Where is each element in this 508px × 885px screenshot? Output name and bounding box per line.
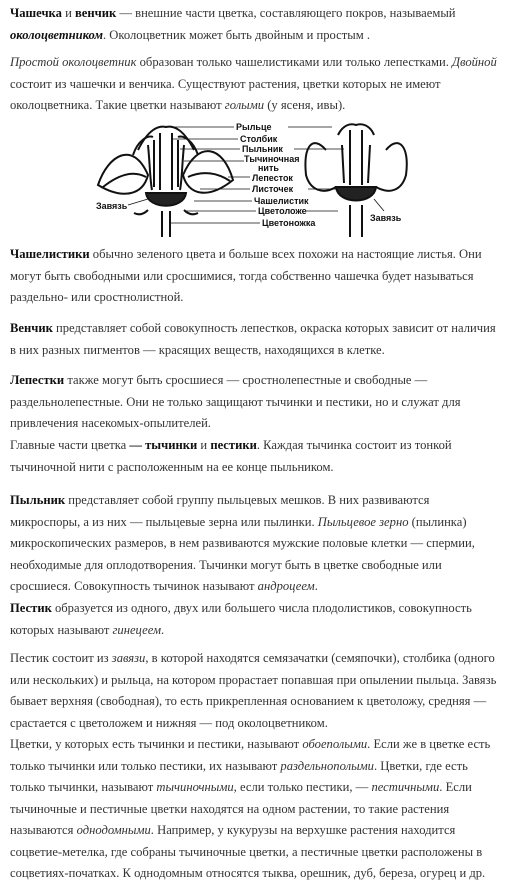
term-corolla-def: Венчик — [10, 321, 53, 335]
term-petals: Лепестки — [10, 373, 65, 387]
label-leaflet: Листочек — [252, 184, 294, 194]
text: . Например, у кукурузы на верхушке растения находится соцветие-метелка, где собраны тычиночные цветки, а пестичные цветки расположены в соцветиях-початках. К однодомным относятся тыква, орешник, дуб, береза, огурец и др. — [10, 823, 486, 880]
label-ovary-right: Завязь — [370, 213, 402, 223]
term-naked: голыми — [224, 98, 265, 112]
text: , если только пестики, — — [233, 780, 372, 794]
label-receptacle: Цветоложе — [258, 206, 307, 216]
paragraph-petals — [10, 370, 500, 435]
text: Пестик состоит из — [10, 651, 112, 665]
text: . — [314, 579, 318, 593]
term-monoecious: однодомными — [76, 823, 151, 837]
text: также могут быть сросшиеся — сростнолепестные и свободные — раздельнолепестные. Они не только защищают тычинки и пестики, но и служат для привлечения насекомых-опылителей. — [10, 373, 461, 430]
term-pistillate: пестичными — [371, 780, 440, 794]
text: (пылинка) микроскопических размеров, в нем развиваются мужские половые клетки — спермии, необходимые для оплодотворения. Тычинки могут быть в цветке свободные или сросшиеся. Совокупность тычинок называют — [10, 514, 475, 593]
term-gynoecium: гинецеем — [112, 622, 162, 637]
term-ovary: завязи — [111, 651, 146, 665]
text: образуется из одного, двух или большего числа плодолистиков, совокупность которых называют — [10, 601, 472, 637]
label-petal: Лепесток — [252, 173, 293, 183]
label-ovary-left: Завязь — [96, 201, 128, 211]
left-flower-drawing — [98, 127, 233, 237]
text: . Цветки, где есть только тычинки, называют — [10, 758, 468, 794]
flower-structure-diagram — [88, 115, 418, 237]
text: и — [61, 6, 75, 20]
text: представляет собой совокупность лепестков, окраска которых зависит от наличия в них разных пигментов — красящих веществ, находящихся в клетке. — [10, 321, 496, 357]
text: . Каждая тычинка состоит из тонкой тычиночной нити с расположенным на ее конце пыльником. — [10, 438, 452, 474]
label-stigma: Рыльце — [236, 122, 272, 132]
term-double: Двойной — [452, 55, 497, 69]
term-bisexual: обоеполыми — [302, 737, 368, 751]
term-calyx: Чашечка — [10, 6, 62, 20]
term-simple-perianth: Простой околоцветник — [10, 55, 137, 69]
paragraph-anther — [10, 490, 500, 598]
paragraph-flower-types — [10, 734, 500, 885]
label-style: Столбик — [240, 134, 278, 144]
label-sepal: Чашелистик — [254, 196, 309, 206]
text: обычно зеленого цвета и больше всех похожи на настоящие листья. Они могут быть свободными или сросшимися, тогда собственно чашечка будет называться раздельно- или сростнолистной. — [10, 247, 482, 304]
term-perianth: околоцветником — [10, 27, 103, 42]
text: представляет собой группу пыльцевых мешков. В них развиваются микроспоры, а из них — пыльцевые зерна или пылинки. — [10, 493, 430, 529]
label-anther: Пыльник — [242, 144, 283, 154]
text: . Если тычиночные и пестичные цветки находятся на одном растении, то такие растения называются — [10, 780, 472, 837]
label-pedicel: Цветоножка — [262, 218, 316, 228]
paragraph-pistil — [10, 598, 500, 641]
text: . — [161, 622, 165, 637]
paragraph-sepals — [10, 244, 500, 309]
text: (у ясеня, ивы). — [264, 98, 346, 112]
term-corolla: венчик — [74, 6, 117, 20]
text: , в которой находятся семязачатки (семяпочки), столбика (одного или нескольких) и рыльца, на котором прорастает попавшая при опылении пыльца. Завязь бывает верхняя (свободная), то есть прикрепленная основанием к цветоложу, средняя — срастается с цветоложем и нижняя — под околоцветником. — [10, 651, 497, 730]
term-sepals: Чашелистики — [10, 247, 90, 261]
paragraph-simple-perianth — [10, 52, 500, 117]
label-filament-2: нить — [258, 163, 279, 173]
term-unisexual: раздельнополыми — [280, 758, 374, 773]
paragraph-pistil-structure — [10, 648, 500, 734]
term-anther: Пыльник — [10, 493, 66, 507]
term-androecium: андроцеем — [257, 579, 315, 593]
text: Главные части цветка — [10, 438, 130, 452]
text: . Околоцветник может быть двойным и простым . — [102, 27, 370, 42]
text: Цветки, у которых есть тычинки и пестики, называют — [10, 737, 303, 751]
text: и — [197, 438, 211, 452]
paragraph-perianth — [10, 3, 500, 46]
term-pollen-grain: Пыльцевое зерно — [317, 514, 409, 529]
text: — внешние части цветка, составляющего покров, называемый — [116, 6, 456, 20]
paragraph-corolla — [10, 318, 500, 361]
text: . Если же в цветке есть только тычинки или только пестики, их называют — [10, 737, 491, 773]
term-pistil: Пестик — [10, 601, 52, 615]
text: состоит из чашечки и венчика. Существуют растения, цветки которых не имеют околоцветника. Такие цветки называют — [10, 76, 441, 112]
paragraph-main-parts — [10, 435, 500, 478]
label-filament-1: Тычиночная — [244, 154, 300, 164]
term-staminate: тычиночными — [156, 780, 234, 794]
text: образован только чашелистиками или только лепестками. — [136, 55, 452, 69]
term-stamens: — тычинки — [129, 438, 198, 452]
term-pistils: пестики — [210, 438, 257, 452]
